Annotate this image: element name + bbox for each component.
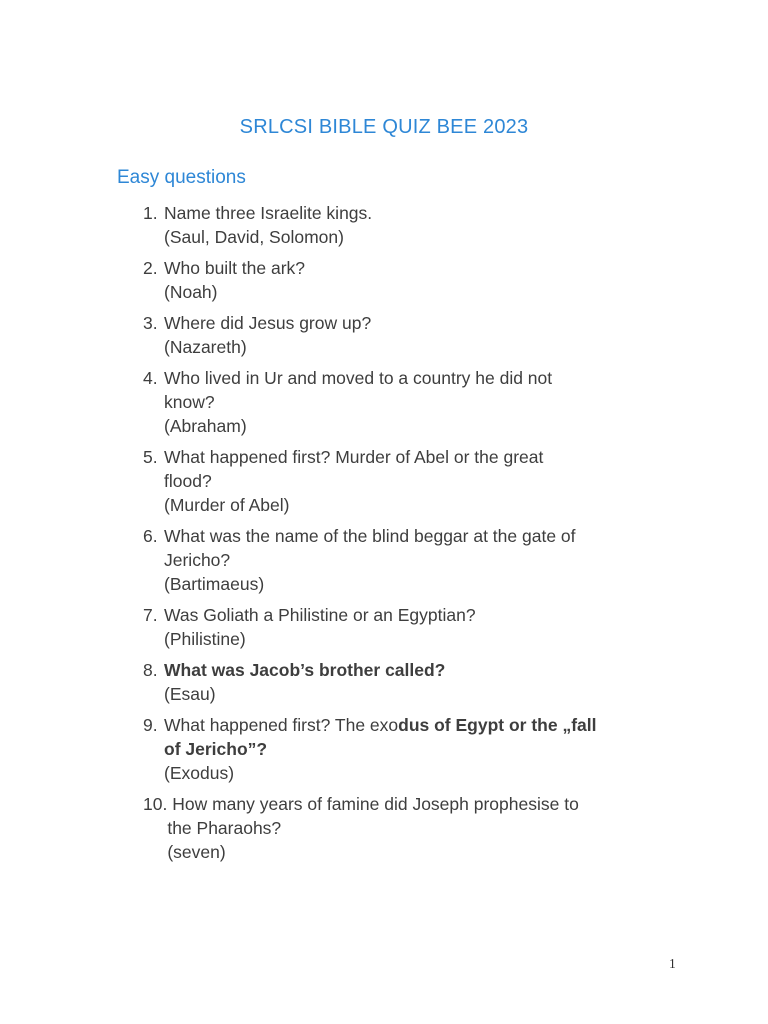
question-number: 2. — [143, 258, 158, 278]
answer-text: (Saul, David, Solomon) — [164, 227, 344, 247]
question-item — [143, 445, 723, 517]
question-list — [143, 201, 723, 871]
question-text: Was Goliath a Philistine or an Egyptian? — [164, 605, 476, 625]
question-number: 9. — [143, 715, 158, 735]
answer-text: (seven) — [167, 842, 226, 862]
question-text: Where did Jesus grow up? — [164, 313, 372, 333]
question-body — [164, 603, 723, 651]
answer-text: (Bartimaeus) — [164, 574, 265, 594]
question-item — [143, 311, 723, 359]
question-body — [167, 792, 723, 864]
question-text: How many years of famine did Joseph prophesise to the Pharaohs? — [167, 794, 579, 838]
question-body — [164, 524, 723, 596]
answer-text: (Murder of Abel) — [164, 495, 290, 515]
question-number: 5. — [143, 447, 158, 467]
question-text: Who built the ark? — [164, 258, 306, 278]
answer-text: (Abraham) — [164, 416, 247, 436]
question-text: What happened first? Murder of Abel or the great flood? — [164, 447, 544, 491]
question-item — [143, 256, 723, 304]
document-title: SRLCSI BIBLE QUIZ BEE 2023 — [239, 116, 529, 138]
question-item — [143, 524, 723, 596]
question-item — [143, 713, 723, 785]
answer-text: (Nazareth) — [164, 337, 247, 357]
question-text: What was Jacob’s brother called? — [164, 660, 446, 680]
question-item — [143, 658, 723, 706]
question-item — [143, 201, 723, 249]
question-item — [143, 366, 723, 438]
question-body — [164, 256, 723, 304]
section-heading: Easy questions — [117, 167, 246, 188]
question-body — [164, 445, 723, 517]
question-text: What was the name of the blind beggar at the gate of Jericho? — [164, 526, 576, 570]
question-item — [143, 603, 723, 651]
answer-text: (Exodus) — [164, 763, 235, 783]
question-text: What happened first? The exodus of Egypt or the „fall of Jericho”? — [164, 715, 597, 759]
question-number: 10. — [143, 794, 168, 814]
question-number: 7. — [143, 605, 158, 625]
question-body — [164, 311, 723, 359]
question-body — [164, 201, 723, 249]
question-number: 8. — [143, 660, 158, 680]
question-body — [164, 713, 723, 785]
question-number: 3. — [143, 313, 158, 333]
question-text: Who lived in Ur and moved to a country he did not know? — [164, 368, 553, 412]
question-number: 1. — [143, 203, 158, 223]
question-number: 4. — [143, 368, 158, 388]
answer-text: (Noah) — [164, 282, 218, 302]
question-body — [164, 366, 723, 438]
answer-text: (Philistine) — [164, 629, 246, 649]
answer-text: (Esau) — [164, 684, 216, 704]
question-item — [143, 792, 723, 864]
page-number: 1 — [669, 956, 676, 971]
question-number: 6. — [143, 526, 158, 546]
question-body — [164, 658, 723, 706]
question-text: Name three Israelite kings. — [164, 203, 373, 223]
